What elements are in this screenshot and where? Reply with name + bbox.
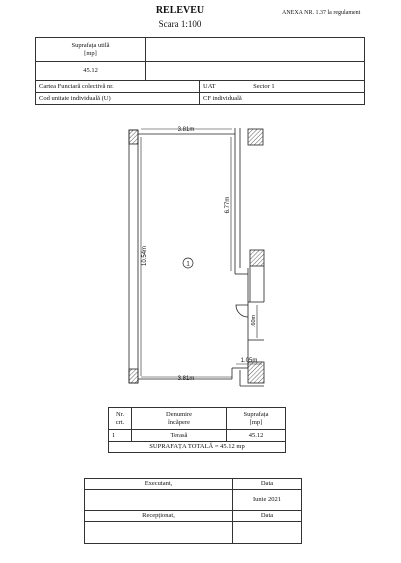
total-area: SUPRAFAȚA TOTALĂ = 45.12 mp bbox=[109, 442, 286, 453]
door-swing bbox=[236, 305, 248, 317]
uat-label: UAT bbox=[203, 82, 216, 90]
row-nr: 1 bbox=[109, 430, 132, 442]
header-name-line2: încăpere bbox=[167, 418, 190, 426]
dim-top-label: 3.81m bbox=[177, 127, 195, 133]
cf-individual-label: CF individuală bbox=[200, 93, 365, 105]
unit-code-label: Cod unitate individuală (U) bbox=[36, 93, 200, 105]
area-label-line1: Suprafața utilă bbox=[71, 42, 110, 50]
header-nr-line2: crt. bbox=[115, 418, 125, 426]
dim-bottom-label: 3.81m bbox=[177, 376, 195, 382]
rooms-table bbox=[108, 407, 286, 453]
executant-signature bbox=[85, 490, 233, 511]
left-wall-bottom-hatch bbox=[129, 369, 138, 383]
signature-table bbox=[84, 478, 302, 544]
row-name: Terasă bbox=[132, 430, 227, 442]
right-top-block bbox=[248, 129, 263, 145]
header-area-line2: [mp] bbox=[249, 418, 263, 426]
dim-step-label: 1.05m bbox=[240, 358, 258, 364]
document-title: RELEVEU bbox=[155, 5, 205, 16]
left-wall bbox=[129, 130, 138, 383]
dim-left-label: 10.54m bbox=[142, 245, 148, 267]
header-area bbox=[227, 408, 286, 430]
date-label-2: Data bbox=[233, 511, 302, 522]
receptionat-signature bbox=[85, 522, 233, 544]
cf-collective-label: Cartea Funciară colectivă nr. bbox=[36, 81, 200, 93]
table-row bbox=[109, 430, 286, 442]
header-nr-line1: Nr. bbox=[115, 411, 125, 419]
row-area: 45.12 bbox=[227, 430, 286, 442]
scale-label: Scara 1:100 bbox=[158, 19, 202, 29]
left-wall-top-hatch bbox=[129, 130, 138, 144]
header-nr bbox=[109, 408, 132, 430]
dim-door-label: .60m bbox=[251, 314, 257, 328]
header-name-line1: Denumire bbox=[166, 411, 192, 419]
room-number: 1 bbox=[186, 261, 190, 268]
right-bottom-block bbox=[248, 362, 264, 383]
dim-right-label: 6.77m bbox=[225, 196, 231, 214]
annex-label: ANEXA NR. 1.37 la regulament bbox=[282, 10, 361, 16]
receptionat-date bbox=[233, 522, 302, 544]
right-mid-block bbox=[250, 250, 264, 266]
area-label-line2: [mp] bbox=[84, 49, 97, 57]
uat-value: Sector 1 bbox=[253, 82, 275, 90]
header-name bbox=[132, 408, 227, 430]
receptionat-label: Recepționat, bbox=[85, 511, 233, 522]
area-value: 45.12 bbox=[36, 62, 146, 81]
header-area-line1: Suprafața bbox=[243, 411, 269, 419]
executant-label: Executant, bbox=[85, 479, 233, 490]
date-label: Data bbox=[233, 479, 302, 490]
date-value: Iunie 2021 bbox=[233, 490, 302, 511]
